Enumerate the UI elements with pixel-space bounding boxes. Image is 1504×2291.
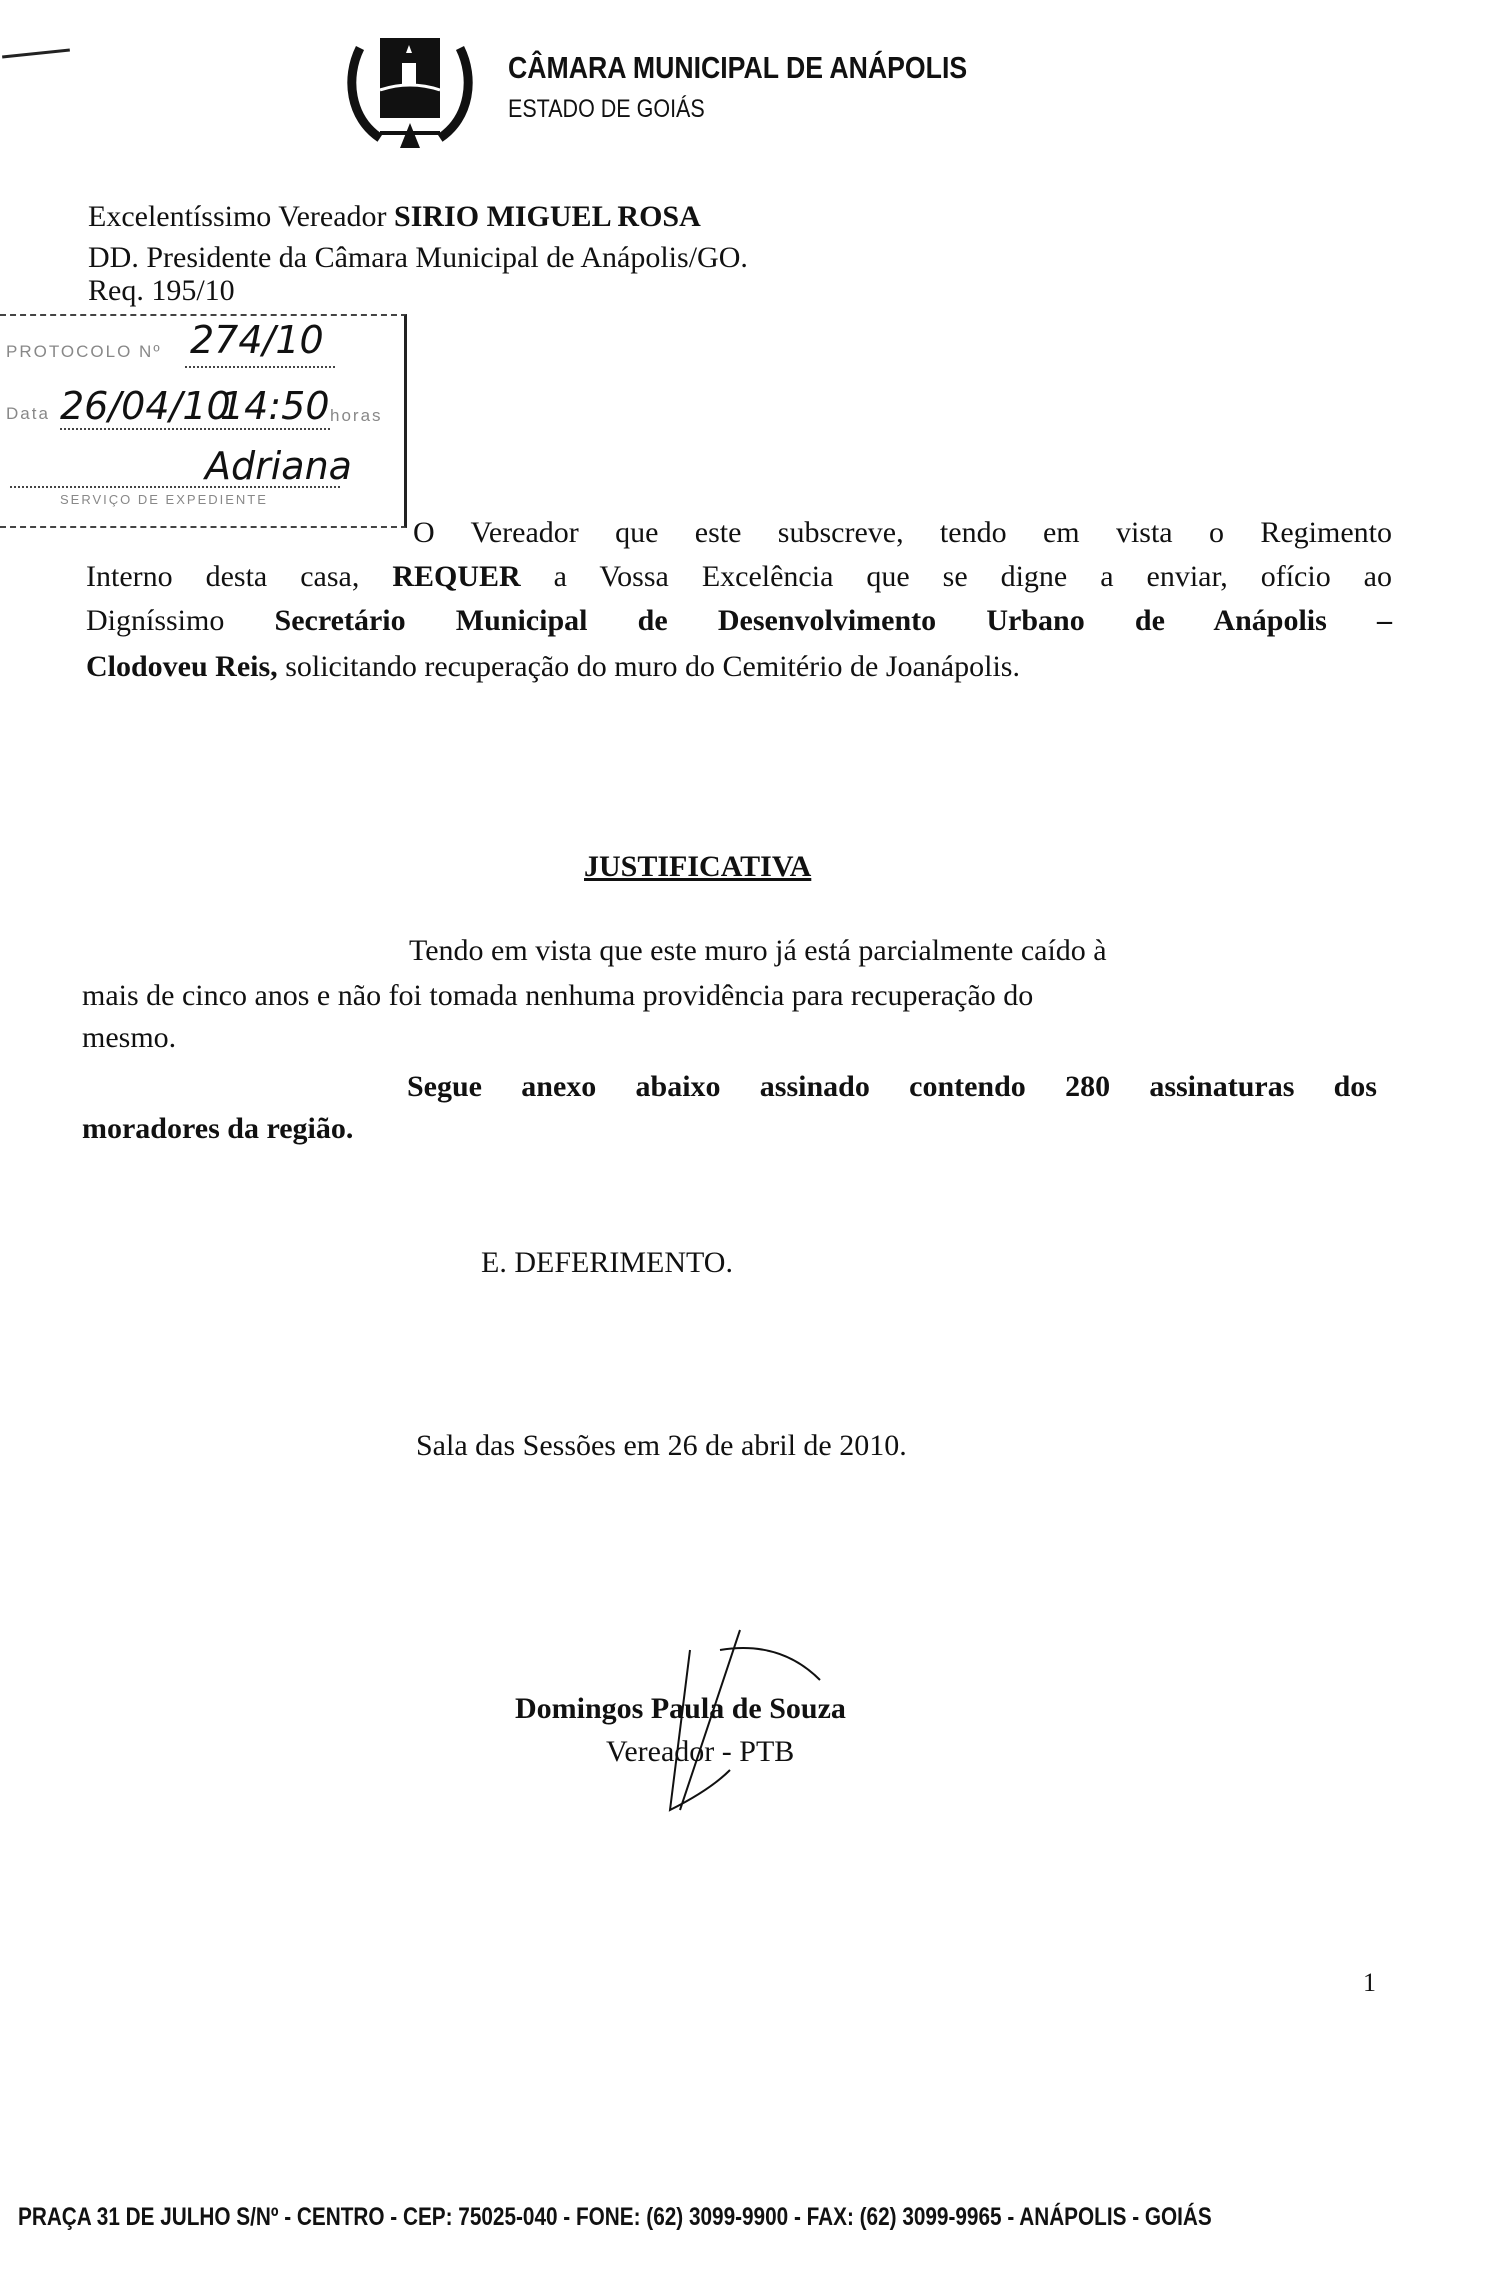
request-recipient-name: Clodoveu Reis, [86, 650, 278, 683]
place-date: Sala das Sessões em 26 de abril de 2010. [416, 1429, 907, 1462]
stamp-time: 14:50 [220, 384, 330, 428]
justification-line-3: mesmo. [82, 1021, 177, 1054]
request-text: Digníssimo [86, 604, 275, 637]
request-line-1: O Vereador que este subscreve, tendo em vista o Regimento [413, 516, 1392, 549]
request-number: Req. 195/10 [88, 274, 235, 307]
justification-title: JUSTIFICATIVA [584, 850, 812, 883]
stamp-label-date: Data [6, 404, 50, 423]
addressee-name: SIRIO MIGUEL ROSA [394, 200, 701, 233]
request-line-3 [86, 604, 1392, 638]
justification-line-2: mais de cinco anos e não foi tomada nenhuma providência para recuperação do [82, 979, 1034, 1012]
request-text: Interno desta casa, [86, 560, 393, 593]
footer-address: PRAÇA 31 DE JULHO S/Nº - CENTRO - CEP: 75025-040 - FONE: (62) 3099-9900 - FAX: (62) 3099-9965 - ANÁPOLIS - GOIÁS [18, 2203, 1212, 2231]
stamp-date: 26/04/10 [60, 384, 231, 428]
addressee-line-1 [88, 200, 701, 234]
annex-line-2: moradores da região. [82, 1112, 354, 1145]
header-title: CÂMARA MUNICIPAL DE ANÁPOLIS [508, 50, 968, 85]
stamp-signature: Adriana [205, 444, 352, 488]
signatory-role: Vereador - PTB [606, 1735, 795, 1768]
header-subtitle: ESTADO DE GOIÁS [508, 95, 705, 123]
page-number: 1 [1363, 1968, 1376, 1997]
request-recipient: Secretário Municipal de Desenvolvimento Urbano de Anápolis – [274, 604, 1392, 637]
stamp-protocol-number: 274/10 [190, 318, 324, 362]
closing: E. DEFERIMENTO. [481, 1246, 733, 1279]
request-line-4 [86, 650, 1020, 684]
protocol-stamp [0, 314, 407, 528]
request-keyword: REQUER [392, 560, 521, 593]
scan-mark [2, 48, 70, 58]
stamp-label-service: SERVIÇO DE EXPEDIENTE [60, 492, 268, 507]
stamp-label-hours: horas [330, 406, 383, 425]
stamp-label-protocol: PROTOCOLO Nº [6, 342, 162, 361]
justification-line-1: Tendo em vista que este muro já está parcialmente caído à [409, 934, 1107, 967]
signatory-name: Domingos Paula de Souza [515, 1692, 846, 1725]
coat-of-arms-logo [340, 18, 480, 158]
request-text: solicitando recuperação do muro do Cemitério de Joanápolis. [277, 650, 1020, 683]
addressee-prefix: Excelentíssimo Vereador [88, 200, 395, 233]
annex-line-1: Segue anexo abaixo assinado contendo 280 assinaturas dos [407, 1070, 1377, 1103]
request-line-2 [86, 560, 1392, 594]
request-text: a Vossa Excelência que se digne a enviar, ofício ao [520, 560, 1392, 593]
addressee-line-2: DD. Presidente da Câmara Municipal de Anápolis/GO. [88, 241, 748, 274]
